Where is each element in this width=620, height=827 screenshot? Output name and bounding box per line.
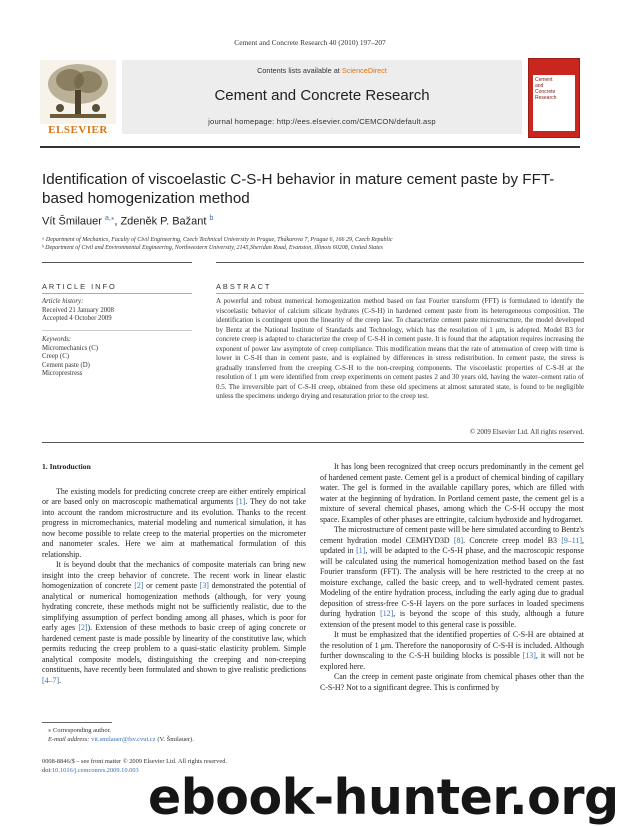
cover-line-2: and <box>535 83 544 89</box>
citation-link[interactable]: [8] <box>453 535 464 545</box>
divider-left <box>42 262 192 263</box>
info-divider <box>42 293 192 294</box>
author-list <box>42 214 582 228</box>
citation-link[interactable]: [3] <box>199 581 209 590</box>
history-label: Article history: <box>42 298 84 305</box>
received-date: Received 21 January 2008 <box>42 306 114 314</box>
keyword-item: Micromechanics (C) <box>42 344 99 352</box>
cover-label <box>533 75 575 131</box>
keywords-label: Keywords: <box>42 336 72 343</box>
citation-link[interactable]: [4–7] <box>42 675 60 685</box>
citation-link[interactable]: [2] <box>78 623 88 632</box>
paragraph: The existing models for predicting concrete creep are either entirely empirical or are based only on macroscopic mathematical arguments [1]. They do not take into account the random microstructure and its evolution. Thanks to the recent progress in micromechanics, material modeling and numerical simulation, it has now become possible to relate creep to the material properties on the micrometer and nanometer scales. Here we aim at mathematical formulation of this relationship. <box>42 486 306 559</box>
footnote-line-2: E-mail address: vit.smilauer@fsv.cvut.cz (V. Šmilauer). <box>48 735 194 743</box>
header-divider <box>40 146 580 148</box>
cover-line-1: Cement <box>535 77 553 83</box>
journal-title: Cement and Concrete Research <box>214 87 430 104</box>
paragraph: It is beyond doubt that the mechanics of composite materials can bring new insight into the creep behavior of concrete. The recent work in linear elastic homogenization of concrete [2] or cement paste [3] demonstrated the potential of analytical or numerical homogenization methods (although, for very young hydrating concrete, these methods might not be sufficiently realistic, due to the simplifying assumption of perfect bonding among all phases, which is poor for early ages [2]). Extension of these methods to basic creep of aging concrete or hardened cement paste is made possible by linearity of the constitutive law, which permits reducing the creep problem to a quasi-static elasticity problem. Simple analytical composite models, distinguishing the creeping and non-creeping constituents, have recently been formulated and shown to give realistic predictions [4–7]. <box>42 560 306 685</box>
cover-line-4: Research <box>535 95 557 101</box>
issn-line: 0008-8846/$ – see front matter © 2009 Elsevier Ltd. All rights reserved. <box>42 758 227 765</box>
section-heading: 1. Introduction <box>42 462 91 471</box>
citation-link[interactable]: [9–11] <box>561 535 583 545</box>
abstract-heading: ABSTRACT <box>216 282 272 291</box>
keyword-item: Microprestress <box>42 370 83 377</box>
journal-homepage[interactable]: journal homepage: http://ees.elsevier.com/CEMCON/default.asp <box>208 117 436 126</box>
publisher-name: ELSEVIER <box>48 124 108 136</box>
citation-link[interactable]: [2] <box>134 581 144 590</box>
keywords-divider <box>42 330 192 331</box>
paragraph: Can the creep in cement paste originate from chemical phases other than the C-S-H? Not to a significant degree. This is confirmed by <box>320 672 584 692</box>
contents-prefix: Contents lists available at <box>257 66 342 75</box>
author-2[interactable]: , Zdeněk P. Bažant <box>114 215 207 228</box>
affiliation-a: ᵃ Department of Mechanics, Faculty of Civil Engineering, Czech Technical University in Prague, Thákurova 7, Prague 6, 166 29, Czech Republic <box>42 237 393 243</box>
affiliation-b: ᵇ Department of Civil and Environmental Engineering, Northwestern University, 2145,Sheridan Road, Evanston, Illinois 60208, United States <box>42 245 383 251</box>
citation-link[interactable]: [1] <box>356 546 366 555</box>
journal-header <box>40 60 580 140</box>
keywords-block <box>42 336 192 379</box>
footnote-divider <box>42 722 112 723</box>
article-info-heading: ARTICLE INFO <box>42 282 117 291</box>
body-column-left <box>42 462 306 686</box>
author-2-affiliation[interactable]: b <box>209 215 214 222</box>
contents-line <box>122 66 522 75</box>
journal-cover-thumbnail <box>528 58 580 138</box>
keyword-item: Cement paste (D) <box>42 361 90 369</box>
journal-banner <box>122 60 522 134</box>
abstract-divider <box>216 293 584 294</box>
abstract-text: A powerful and robust numerical homogenization method based on fast Fourier transform (FFT) is formulated to identify the viscoelastic behavior of calcium silicate hydrates (C-S-H) in hardened cement paste from its heterogeneous composition. The identification is contingent upon the linearity of the creep law. To characterize cement paste microstructure, the model developed by Bentz at the National Institute of Standards and Technology, which has the resolution of 1 μm, is adopted. Model B3 for concrete creep is adapted to characterize the creep of C-S-H in cement paste. It is found that the adaptation requires increasing the exponent of power law asymptote of creep compliance. This modification means that the rate of attenuation of creep with time is lower in C-S-H than in cement paste, and is explained by differences in stress redistribution. In cement paste, the stress is gradually transferred from the creeping C-S-H to the non-creeping components. The viscoelastic properties of C-S-H at the resolution of 1 μm were identified from creep experiments on cement pastes 2 and 30 years old, having the water–cement ratio of 0.5. The irreversible part of C-S-H creep, obtained from these old specimens at almost saturated state, is found to be negligible unless the specimens undergo drying and resaturation prior to the creep test. <box>216 297 584 400</box>
keyword-item: Creep (C) <box>42 353 69 360</box>
article-history <box>42 298 192 324</box>
corresponding-author-footnote <box>48 727 308 744</box>
footnote-line-1: ⁎ Corresponding author. <box>48 727 112 734</box>
paragraph: The microstructure of cement paste will be here simulated according to Bentz's cement hydration model CEMHYD3D [8]. Concrete creep model B3 [9–11], updated in [1], will be adapted to the C-S-H phase, and the macroscopic response will be calculated using the numerical homogenization method based on the fast Fourier transform (FFT). The analysis will be here restricted to the creep at no moisture exchange, called the basic creep, and to well-hydrated cement pastes. Modeling of the entire hydration process, including the early aging due to gradual deposition of stress-free C-S-H layers on the pore surfaces in loaded specimens during hydration [12], is beyond the scope of this study, although a future extension of the present model to this general case is possible. <box>320 525 584 629</box>
author-1[interactable]: Vít Šmilauer <box>42 215 102 228</box>
email-link[interactable]: vit.smilauer@fsv.cvut.cz <box>91 735 156 743</box>
citation-link[interactable]: [13] <box>522 651 536 660</box>
author-1-affiliation[interactable]: a,⁎ <box>104 215 115 222</box>
doi-line: doi:10.1016/j.cemconres.2009.10.003 <box>42 766 139 774</box>
doi-link[interactable]: 10.1016/j.cemconres.2009.10.003 <box>51 766 139 774</box>
sciencedirect-link[interactable]: ScienceDirect <box>341 66 387 75</box>
article-title: Identification of viscoelastic C-S-H behavior in mature cement paste by FFT-based homogenization method <box>42 171 555 207</box>
paragraph: It has long been recognized that creep occurs predominantly in the cement gel of hardened cement paste. Cement gel is a product of chemical binding of capillary water. The gel is formed in the available capillary pores, which are filled with water at the beginning of hydration. In Portland cement paste, the cement gel is a mixture of several chemical phases, among which the C-S-H occupy the most space. Examples of other phases are ettringite, calcium hydroxide and hydrogarnet. <box>320 462 584 524</box>
citation-link[interactable]: [1] <box>236 497 246 506</box>
watermark-text: ebook-hunter.org <box>148 769 619 826</box>
citation-link[interactable]: [12] <box>380 609 394 618</box>
accepted-date: Accepted 4 October 2009 <box>42 315 112 322</box>
abstract-bottom-divider <box>42 442 584 443</box>
journal-reference: Cement and Concrete Research 40 (2010) 197–207 <box>234 38 386 47</box>
cover-line-3: Concrete <box>535 89 556 95</box>
paragraph: It must be emphasized that the identified properties of C-S-H are obtained at the resolution of 1 μm. Therefore the nanoporosity of C-S-H is included. Although further downscaling to the C-S-H building blocks is possible [13], it will not be explored here. <box>320 630 584 671</box>
body-column-right <box>320 462 584 693</box>
divider-right <box>216 262 584 263</box>
copyright-notice: © 2009 Elsevier Ltd. All rights reserved. <box>469 428 584 436</box>
